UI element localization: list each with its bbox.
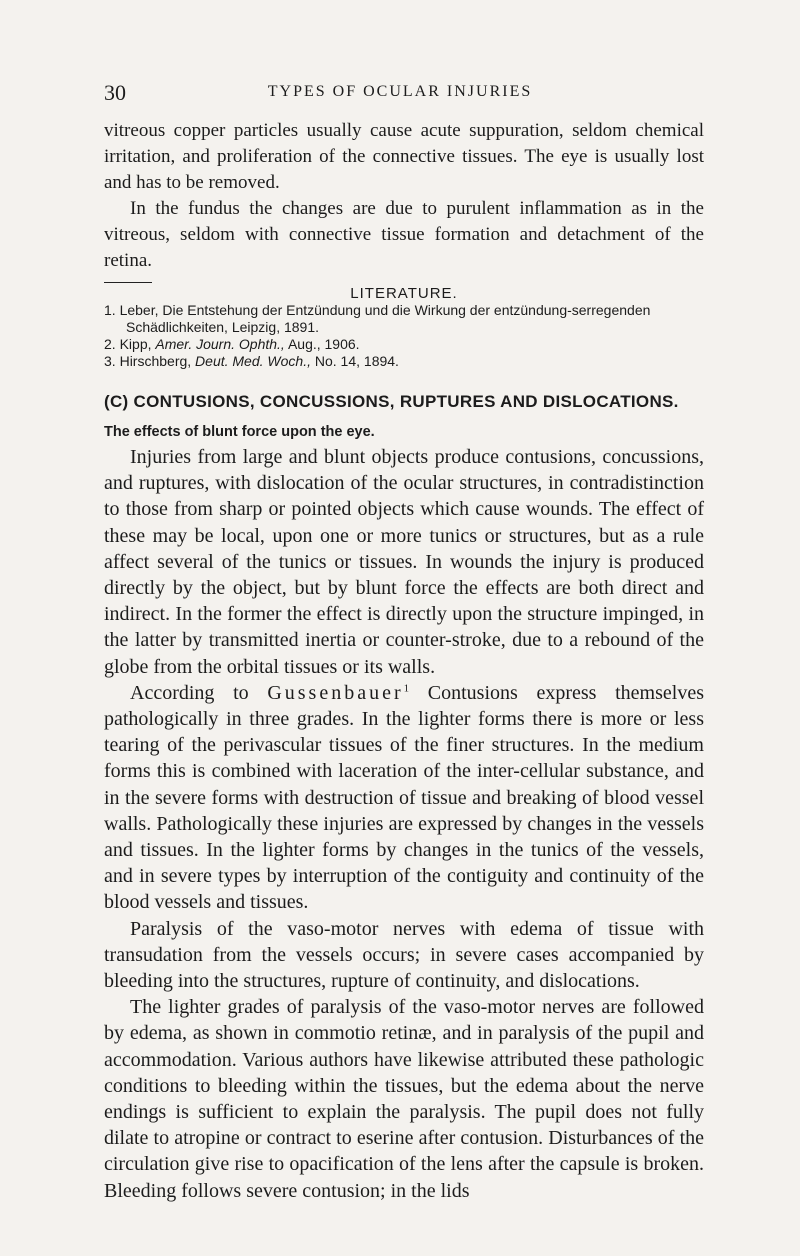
ref-author: Kipp, (119, 336, 156, 352)
literature-ref (104, 302, 704, 336)
ref-details: No. 14, 1894. (310, 353, 399, 369)
body-paragraph: Injuries from large and blunt objects produce contusions, concussions, and ruptures, with dislocation of the ocular structures, in contradistinction to those from sharp or pointed objects which cause wounds. The effect of these may be local, upon one or more tunics or structures, but as a rule affect several of the tunics or tissues. In wounds the injury is produced directly by the object, but by blunt force the effects are both direct and indirect. In the former the effect is directly upon the structure impinged, in the latter by transmitted inertia or counter-stroke, due to a rebound of the globe from the orbital tissues or its walls. (104, 446, 704, 678)
intro-paragraph: In the fundus the changes are due to purulent inflammation as in the vitreous, seldom with connective tissue formation and detachment of the retina. (104, 198, 704, 271)
body-paragraph: Paralysis of the vaso-motor nerves with edema of tissue with transudation from the vessels occurs; in severe cases accompanied by bleeding into the structures, rupture of continuity, and dislocations. (104, 917, 704, 993)
page-number: 30 (104, 80, 126, 105)
ref-journal: Deut. Med. Woch., (195, 353, 311, 369)
page-body (104, 118, 704, 1204)
literature-title: LITERATURE. (350, 285, 458, 302)
page-header (0, 80, 800, 110)
divider-rule (104, 282, 152, 283)
body-paragraph: The lighter grades of paralysis of the vaso-motor nerves are followed by edema, as shown in commotio retinæ, and in paralysis of the pupil and accommodation. Various authors have likewise attributed these pathologic conditions to bleeding within the tissues, but the edema about the nerve endings is sufficient to explain the paralysis. The pupil does not fully dilate to atropine or contract to eserine after contusion. Disturbances of the circulation give rise to opacification of the lens after the capsule is broken. Bleeding follows severe contusion; in the lids (104, 996, 704, 1202)
literature-ref (104, 336, 704, 353)
running-head: TYPES OF OCULAR INJURIES (267, 83, 533, 100)
section-subheading: The effects of blunt force upon the eye. (104, 424, 375, 440)
author-name: Gussenbauer (267, 681, 404, 704)
intro-paragraph: vitreous copper particles usually cause acute suppuration, seldom chemical irritation, and proliferation of the connective tissues. The eye is usually lost and has to be removed. (104, 120, 704, 193)
literature-ref (104, 353, 704, 370)
paragraph-lead: According to (130, 681, 268, 704)
footnote-marker: 1 (403, 682, 410, 695)
ref-text: Leber, Die Entstehung der Entzündung und die Wirkung der entzündung-serregenden Schädlichkeiten, Leipzig, 1891. (119, 302, 651, 335)
ref-number: 3. (104, 353, 116, 369)
ref-details: Aug., 1906. (284, 336, 360, 352)
ref-number: 2. (104, 336, 116, 352)
section-heading: (C) CONTUSIONS, CONCUSSIONS, RUPTURES AND DISLOCATIONS. (104, 392, 679, 411)
body-paragraph (104, 680, 704, 916)
ref-author: Hirschberg, (119, 353, 196, 369)
ref-journal: Amer. Journ. Ophth., (155, 336, 285, 352)
ref-number: 1. (104, 302, 116, 318)
paragraph-text: Contusions express themselves pathologically in three grades. In the lighter forms there is more or less tearing of the perivascular tissues of the finer structures. In the medium forms this is combined with laceration of the inter-cellular substance, and in the severe forms with destruction of tissue and breaking of blood vessel walls. Pathologically these injuries are expressed by changes in the vessels and tissues. In the lighter forms by changes in the tunics of the vessels, and in severe types by interruption of the contiguity and continuity of the blood vessels and tissues. (104, 681, 704, 914)
